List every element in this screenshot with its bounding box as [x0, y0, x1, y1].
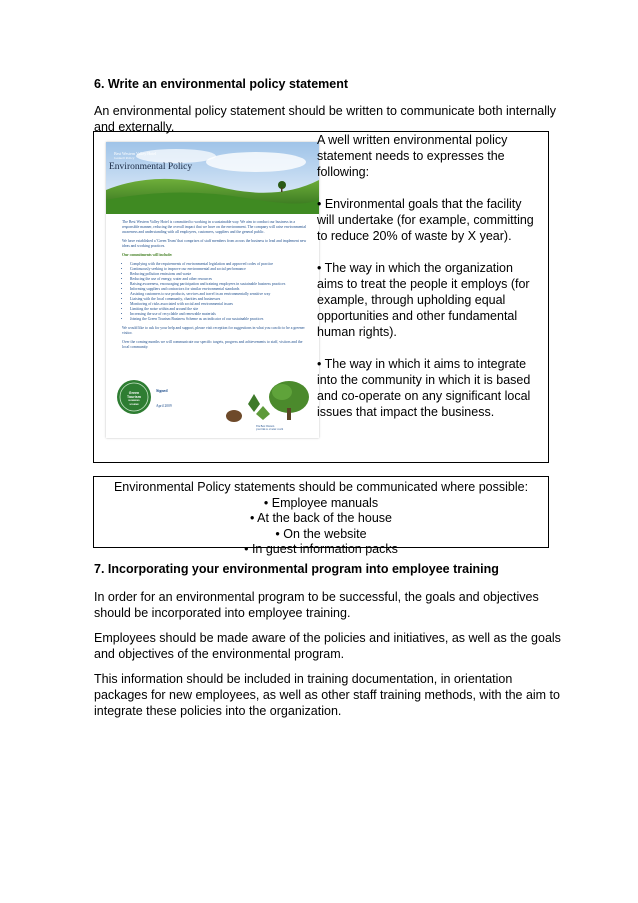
green-tourism-badge [126, 391, 142, 407]
section7-para1-line2: should be incorporated into employee training. [94, 606, 351, 620]
requirements-intro: A well written environmental policy statement needs to expresses the following: [317, 133, 508, 179]
requirement-bullet-community: • The way in which it aims to integrate into the community in which it is based and co-operate on any significant local issues that impact the business. [317, 357, 531, 419]
communication-line3: • At the back of the house [250, 511, 392, 525]
hotel-name-line1: Best Western Valley Hotel [114, 151, 157, 156]
policy-para3: We would like to ask for your help and support, please visit reception for suggestions in what you can do to be a greener visitor. [122, 326, 305, 335]
policy-para2: We have established a 'Green Team' that comprises of staff members from across the business to lead and implement new ideas and working practices. [122, 239, 307, 248]
policy-footer [256, 425, 283, 431]
requirement-bullet-goals: • Environmental goals that the facility will undertake (for example, committing to reduce 20% of waste by X year). [317, 197, 534, 243]
policy-commitment: • Informing suppliers and contractors for similar environmental standards [130, 287, 310, 292]
section7-para2-line1: Employees should be made aware of the policies and initiatives, as well as the goals [94, 631, 561, 645]
communication-line4: • On the website [275, 526, 367, 541]
communication-line5: • In guest information packs [244, 542, 398, 556]
policy-commitment: • Complying with the requirements of environmental legislation and approved codes of practice [130, 262, 310, 267]
policy-document-text [122, 220, 310, 354]
policy-commit-heading: Our commitments will include: [122, 253, 173, 257]
policy-para4: Over the coming months we will communicate our specific targets, progress and achievements to staff, visitors and the local community. [122, 340, 303, 349]
section6-heading: 6. Write an environmental policy statement [94, 77, 349, 91]
badge-line1: Green [128, 391, 140, 395]
section7-para2-line2: and objectives of the environmental program. [94, 647, 345, 661]
date-label: April 2009 [156, 404, 172, 408]
section7-para3-line1: This information should be included in training documentation, in orientation [94, 672, 513, 686]
policy-commitment: • Assisting customers to use products, services and travel in an environmentally sensitive way [130, 292, 310, 297]
policy-commitment: • Limiting the noise within and around the site [130, 307, 310, 312]
signed-label: Signed [156, 388, 168, 393]
section7-para3-line2: packages for new employees, as well as other staff training methods, with the aim to [94, 688, 560, 702]
requirement-bullet-people: • The way in which the organization aims to treat the people it employs (for example, through upholding equal opportunities and other fundamental human rights). [317, 261, 530, 339]
communication-line2: • Employee manuals [263, 495, 379, 510]
badge-line2: Tourism [127, 395, 141, 399]
policy-commitment: • Liaising with the local community, charities and businesses [130, 297, 310, 302]
footer-line1: The Best Western [256, 425, 275, 428]
environmental-policy-document-image [106, 142, 319, 438]
policy-commitment: • Monitoring of risks associated with social and environmental issues [130, 302, 310, 307]
policy-commitment: • Reducing the use of energy, water and other resources [130, 277, 310, 282]
policy-requirements-text [317, 132, 542, 436]
policy-commitments-list [122, 262, 310, 322]
section6-intro-line1: An environmental policy statement should be written to communicate both internally [94, 104, 557, 118]
policy-commitment: • Joining the Green Tourism Business Scheme as an indicator of our sustainable practices [130, 317, 310, 322]
footer-line2: your link to a better world [256, 428, 284, 431]
badge-line3: BUSINESS SCHEME [128, 400, 140, 406]
communication-box [93, 476, 549, 556]
policy-commitment: • Increasing the use of recyclable and renewable materials [130, 312, 310, 317]
policy-para1: The Best Western Valley Hotel is committed to working in a sustainable way. We aim to conduct our business in a responsible manner, reducing the overall impact that we have on the environment. The company will raise environmental awareness and understanding with all employees, customers, suppliers and the general public. [122, 220, 307, 234]
section7-heading: 7. Incorporating your environmental program into employee training [94, 562, 499, 576]
policy-title: Environmental Policy [109, 162, 193, 172]
policy-commitment: • Raising awareness, encouraging participation and training employees in sustainable business practices [130, 282, 310, 287]
section7-para3-line3: integrate these policies into the organization. [94, 704, 342, 718]
policy-commitment: • Continuously seeking to improve our environmental and social performance [130, 267, 310, 272]
section7-para1-line1: In order for an environmental program to be successful, the goals and objectives [94, 590, 539, 604]
hotel-name-line2: Gaskell Policy [114, 156, 135, 160]
policy-commitment: • Reducing pollution emissions and waste [130, 272, 310, 277]
communication-line1: Environmental Policy statements should be communicated where possible: [113, 480, 529, 494]
section6-intro-line2: and externally. [94, 120, 175, 134]
